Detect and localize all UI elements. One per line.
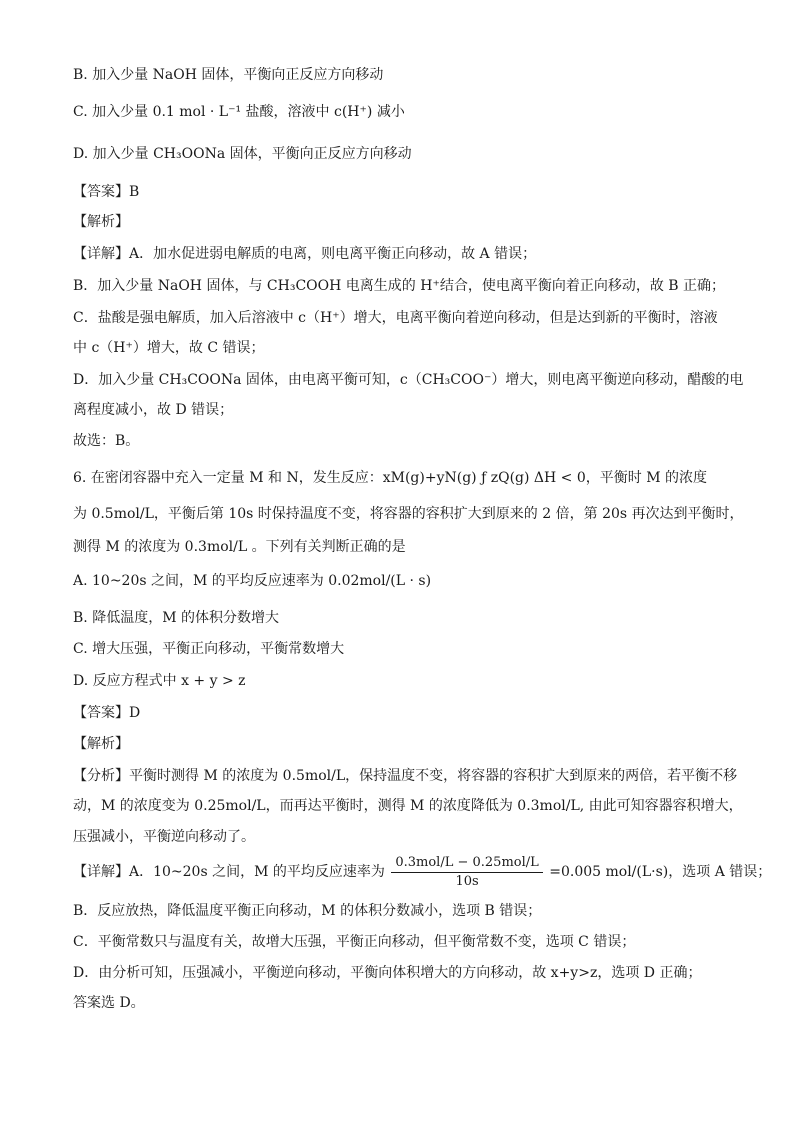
q5-detail-line: 故选：B。	[73, 433, 140, 449]
q6-stem-line: 为 0.5mol/L，平衡后第 10s 时保持温度不变，将容器的容积扩大到原来的 2 倍，第 20s 再次达到平衡时，	[73, 506, 744, 522]
q6-detail-a	[73, 853, 771, 891]
q6-option-d: D. 反应方程式中 x + y > z	[73, 673, 246, 689]
q6-stem-line: 6. 在密闭容器中充入一定量 M 和 N，发生反应：xM(g)+yN(g) ƒ zQ(g) ΔH < 0，平衡时 M 的浓度	[73, 470, 707, 486]
fraction-denominator: 10s	[455, 873, 479, 889]
q6-detail-a-suffix: =0.005 mol/(L·s)，选项 A 错误；	[549, 864, 772, 880]
q5-option-b: B. 加入少量 NaOH 固体，平衡向正反应方向移动	[73, 67, 384, 83]
q6-detail-a-prefix: 【详解】A．10~20s 之间，M 的平均反应速率为	[73, 864, 385, 880]
q5-option-d: D. 加入少量 CH₃OONa 固体，平衡向正反应方向移动	[73, 146, 412, 162]
q5-answer: 【答案】B	[73, 184, 140, 200]
q5-detail-line: 离程度减小，故 D 错误；	[73, 402, 234, 418]
q6-detail-line: C．平衡常数只与温度有关，故增大压强，平衡正向移动，但平衡常数不变，选项 C 错误；	[73, 934, 636, 950]
q6-detail-line: 答案选 D。	[73, 995, 145, 1011]
q6-analysis-line: 压强减小，平衡逆向移动了。	[73, 829, 255, 845]
q5-detail-line: D．加入少量 CH₃COONa 固体，由电离平衡可知，c（CH₃COO⁻）增大，则电离平衡逆向移动，醋酸的电	[73, 372, 744, 388]
q6-answer: 【答案】D	[73, 705, 141, 721]
q6-analysis-label: 【解析】	[73, 736, 129, 752]
q6-stem-line: 测得 M 的浓度为 0.3mol/L 。下列有关判断正确的是	[73, 539, 406, 555]
q5-option-c: C. 加入少量 0.1 mol · L⁻¹ 盐酸，溶液中 c(H⁺) 减小	[73, 104, 405, 120]
q6-analysis-line: 【分析】平衡时测得 M 的浓度为 0.5mol/L，保持温度不变，将容器的容积扩大到原来的两倍，若平衡不移	[73, 768, 738, 784]
q5-detail-line: 【详解】A．加水促进弱电解质的电离，则电离平衡正向移动，故 A 错误；	[73, 246, 537, 262]
q5-detail-line: C．盐酸是强电解质，加入后溶液中 c（H⁺）增大，电离平衡向着逆向移动，但是达到新的平衡时，溶液	[73, 310, 718, 326]
q6-option-b: B. 降低温度，M 的体积分数增大	[73, 610, 279, 626]
q6-analysis-line: 动，M 的浓度变为 0.25mol/L，而再达平衡时，测得 M 的浓度降低为 0.3mol/L, 由此可知容器容积增大，	[73, 798, 743, 814]
rate-fraction	[391, 855, 542, 890]
q6-detail-line: D．由分析可知，压强减小，平衡逆向移动，平衡向体积增大的方向移动，故 x+y>z，选项 D 正确；	[73, 965, 702, 981]
q6-option-a: A. 10~20s 之间，M 的平均反应速率为 0.02mol/(L · s)	[73, 573, 432, 589]
q5-detail-line: 中 c（H⁺）增大，故 C 错误；	[73, 340, 265, 356]
q6-option-c: C. 增大压强，平衡正向移动，平衡常数增大	[73, 641, 345, 657]
q5-detail-line: B．加入少量 NaOH 固体，与 CH₃COOH 电离生成的 H⁺结合，使电离平衡向着正向移动，故 B 正确；	[73, 278, 726, 294]
q6-detail-line: B．反应放热，降低温度平衡正向移动，M 的体积分数减小，选项 B 错误；	[73, 903, 542, 919]
fraction-numerator: 0.3mol/L − 0.25mol/L	[391, 855, 542, 873]
q5-analysis-label: 【解析】	[73, 214, 129, 230]
